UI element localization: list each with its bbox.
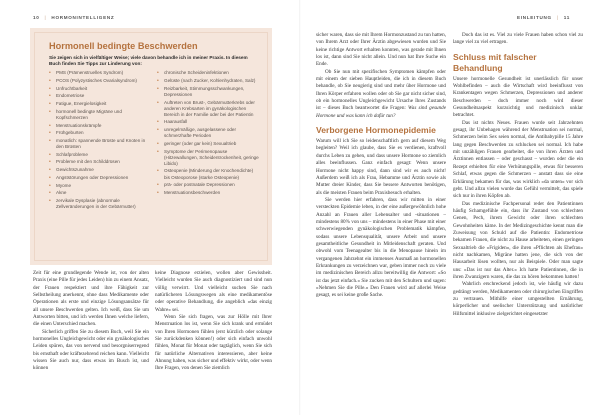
symptom-text: PCOS (Polyzystisches Ovarialsyndrom) xyxy=(56,78,137,84)
symptom-item xyxy=(157,141,259,147)
symptom-item xyxy=(49,93,151,99)
bullet-icon: • xyxy=(157,182,159,189)
symptom-column-left xyxy=(49,70,151,211)
symptom-text: Frühgeburten xyxy=(56,130,84,136)
symptom-column-right xyxy=(157,70,259,211)
paragraph: Sie werden hier erfahren, dass wir mitten in einer versteckten Epidemie leben, in der eine außergewöhnlich hohe Anzahl an Frauen aller Lebensalter und -situationen – mindestens 80% von uns – mindestens in einer Phase mit einer schwerwiegenden gynäkologischen Problematik kämpfen, sodass unsere Lebensqualität, unsere Arbeit und unsere gesamtheitliche Gesundheit in Mitleidenschaft geraten. Und obwohl vom Teenagealter bis in die Menopause hinein im vergangenen Jahrzehnt ein immenses Ausmaß an hormonellen Erkrankungen zu verzeichnen war, geben immer noch zu viele im medizinischen Bereich allzu bereitwillig die Antwort: »So ist das jetzt einfach.« Sie zucken mit den Schultern und sagen: »Nehmen Sie die Pille.« Den Frauen wird auf allerlei Weise gesagt, es sei keine große Sache. xyxy=(316,196,446,299)
symptom-item xyxy=(49,86,151,92)
body-column-2 xyxy=(155,270,272,373)
symptom-text: Osteopenie (Minderung der Knochendichte) bis Osteoporose (starke Osteopenie) xyxy=(164,168,254,180)
right-page xyxy=(300,0,600,415)
bullet-icon: • xyxy=(49,122,51,129)
bullet-icon: • xyxy=(157,127,159,134)
bullet-icon: • xyxy=(157,148,159,155)
symptom-text: unregelmäßige, ausgelassene oder schmerzhafte Perioden xyxy=(164,127,237,139)
symptom-item xyxy=(49,175,151,181)
bullet-icon: • xyxy=(157,99,159,106)
bullet-icon: • xyxy=(49,101,51,108)
body-column-4 xyxy=(453,32,583,318)
bullet-icon: • xyxy=(49,159,51,166)
bullet-icon: • xyxy=(49,108,51,115)
bullet-icon: • xyxy=(49,93,51,100)
symptom-item xyxy=(157,78,259,84)
symptom-item xyxy=(157,119,259,125)
symptom-item xyxy=(49,123,151,129)
symptom-item xyxy=(157,149,259,167)
bullet-icon: • xyxy=(49,174,51,181)
bullet-icon: • xyxy=(49,182,51,189)
symptom-text: monatlich: spannende Brüste und Knoten in den Brüsten xyxy=(56,138,146,150)
symptom-item xyxy=(49,183,151,189)
symptom-text: geringer (oder gar kein) Sexualtrieb xyxy=(164,140,237,146)
bullet-icon: • xyxy=(49,138,51,144)
symptom-text: Menstruationsbeschwerden xyxy=(164,189,221,195)
symptom-item xyxy=(157,190,259,196)
symptom-text: Myome xyxy=(56,182,72,188)
chapter-title: EINLEITUNG xyxy=(517,15,552,20)
page-number: 10 xyxy=(33,15,40,20)
symptom-text: Gewichtszunahme xyxy=(56,167,94,173)
body-column-3 xyxy=(316,32,446,300)
symptom-list-right xyxy=(157,70,259,196)
separator: | xyxy=(556,15,559,20)
symptom-item xyxy=(157,127,259,139)
bullet-icon: • xyxy=(49,130,51,137)
bullet-icon: • xyxy=(49,190,51,197)
symptom-text: Reizbarkeit, Stimmungsschwankungen, Depressionen xyxy=(164,85,245,97)
symptom-text: chronische Scheideninfektionen xyxy=(164,70,229,76)
info-box-inner xyxy=(34,32,268,261)
symptom-text: Symptome der Perimenopause (Hitzewallungen, Scheidentrockenheit, geringe Libido) xyxy=(164,148,259,166)
paragraph: Doch das ist es. Viel zu viele Frauen haben schon viel zu lange viel zu viel ertragen. xyxy=(453,32,583,46)
bullet-icon: • xyxy=(157,70,159,77)
symptom-columns xyxy=(49,70,259,211)
bullet-icon: • xyxy=(49,70,51,77)
symptom-text: prä- oder postnatale Depressionen xyxy=(164,182,235,188)
symptom-item xyxy=(49,190,151,196)
symptom-item xyxy=(49,109,151,121)
bullet-icon: • xyxy=(49,85,51,92)
paragraph: Sicherlich griffen Sie zu diesem Buch, weil Sie ein hormonelles Ungleichgewicht oder ein gynäkologisches Leiden spüren, das von nervend und besorgniserregend bis ernsthaft oder kräftezehrend reichen kann. Vielleicht wissen Sie auch nur, dass etwas im Busch ist, und können xyxy=(33,328,149,372)
symptom-item xyxy=(49,167,151,173)
symptom-item xyxy=(157,100,259,118)
symptom-text: Schlafprobleme xyxy=(56,151,88,157)
body-column-1 xyxy=(33,270,149,373)
running-head-left xyxy=(33,15,114,20)
symptom-text: Angststörungen oder Depressionen xyxy=(56,174,129,180)
symptom-text: Fatigue, Energielosigkeit xyxy=(56,101,107,107)
paragraph: keine Diagnose erzielen, wollen aber Gewissheit. Vielleicht wurden Sie auch diagnostiziert und sind nun völlig verwirrt. Und vielleicht suchen Sie nach natürlicheren Lösungswegen als eine medikamentöse oder operative Behandlung, die angeblich »das einzig Wahre« sei. xyxy=(155,270,272,313)
info-box xyxy=(30,28,272,265)
symptom-item xyxy=(49,101,151,107)
paragraph: Das ist nichts Neues. Frauen wurde seit Jahrzehnten gesagt, ihr Unbehagen während der Menstruation sei normal, Schmerzen beim Sex seien normal, die Antibabypille 15 Jahre lang gegen Beschwerden zu schlucken sei normal. Ich habe mit unzähligen Frauen gearbeitet, die von ihren Ärzten und Ärztinnen entlassen – oder geschasst – wurden oder die ein Rezept erhielten für eine Verhütungspille, etwas für besseren Schlaf, etwas gegen die Schmerzen – anstatt dass sie eine Erklärung bekamen für das, was wirklich »da unten« vor sich geht. Und allzu vielen wurde das Gefühl vermittelt, das spiele sich nur in ihren Köpfen ab. xyxy=(453,119,583,200)
info-box-intro: Sie zeigen sich in vielfältiger Weise; viele davon behandle ich in meiner Praxis. In diesem Buch finden Sie Tipps zur Linderung von: xyxy=(49,55,248,67)
symptom-text: Haarausfall xyxy=(164,119,188,125)
info-box-title: Hormonell bedingte Beschwerden xyxy=(49,41,198,51)
running-head-right xyxy=(517,15,570,20)
symptom-item xyxy=(49,70,151,76)
symptom-text: Probleme mit den Schilddrüsen xyxy=(56,159,120,165)
symptom-list-left xyxy=(49,70,151,210)
symptom-item xyxy=(49,198,151,210)
symptom-text: Gelüste (nach Zucker, Kohlenhydraten, Salz) xyxy=(164,78,256,84)
bullet-icon: • xyxy=(157,78,159,85)
symptom-item xyxy=(157,70,259,76)
paragraph-text: Ob Sie nun mit spezifischen Symptomen kämpfen oder mit einem der sieben Hauptleiden, die ich in diesem Buch behandle, ob Sie neugierig sind und mehr über Hormone und Ihren Körper erfahren wollen oder ob Sie gar nicht sicher sind, ob ein hormonelles Ungleichgewicht Ursache Ihres Zustands ist – dieses Buch beantwortet die Fragen: xyxy=(316,68,446,112)
symptom-item xyxy=(49,78,151,84)
bullet-icon: • xyxy=(157,85,159,92)
bullet-icon: • xyxy=(49,151,51,158)
section-heading: Verborgene Hormonepidemie xyxy=(316,125,436,136)
paragraph: sicher waren, dass sie mit Ihrem Hormonzustand zu tun hatten, von Ihrem Arzt oder Ihrer Ärztin abgewiesen wurden und Sie keine richtige Antwort erhalten konnten, was gerade mit Ihnen los ist, dann sind Sie nicht allein. Und nun hat Ihre Suche ein Ende. xyxy=(316,32,446,68)
symptom-item xyxy=(49,159,151,165)
section-heading: Schluss mit falscher Behandlung xyxy=(453,51,537,73)
paragraph: Zeit für eine grundlegende Wende ist, von der alten Praxis (eine Pille für jedes Leiden) hin zu einem Ansatz, der Frauen respektiert und ihre Fähigkeit zur Selbstheilung anerkennt, ohne dass Medikamente oder Operationen als erste und einzige Lösungsansätze für all unsere Beschwerden gelten. Ich weiß, dass Sie um Antworten bitten, und ich werden Ihnen welche liefern, die einen Unterschied machen. xyxy=(33,270,149,328)
symptom-text: Endometriose xyxy=(56,93,85,99)
symptom-text: zervikale Dysplasie (abnormale Zellveränderungen in der Gebärmutter) xyxy=(56,197,136,209)
paragraph: Warum will ich Sie so leidenschaftlich gern auf diesem Weg begleiten? Weil ich glaube, dass Sie es verdienen, kraftvoll durchs Leben zu gehen, und dass unsere Hormone so ziemlich alles beeinflussen. Ganz einfach gesagt: Wenn unsere Hormone nicht happy sind, dann sind wir es auch nicht! Außerdem weiß ich als Frau, Hebamme und Ärztin sowie als Mutter dreier Kinder, dass Sie bessere Antworten benötigen, als die meisten Frauen beim Praxisbesuch erhalten. xyxy=(316,138,446,196)
symptom-text: hormonell bedingte Migräne und Kopfschmerzen xyxy=(56,108,122,120)
bullet-icon: • xyxy=(157,140,159,147)
paragraph xyxy=(316,69,446,120)
symptom-item xyxy=(49,130,151,136)
paragraph: Das medizinische Fachpersonal redet den Patientinnen häufig Schamgefühle ein, dass ihr Zustand von schlechten Genen, Pech, ihrem Gewicht oder ihren schlechten Gewohnheiten käme. In der Medizingeschichte kennt man die Zuweisung von Schuld auf die Patientin: Endometriose bekamen Frauen, die nicht zu Hause arbeiteten, einen geringen Sexualtrieb die »Frigiden«, die ihren »Pflichten als Ehefrau« nicht nachkamen, Migräne hatten jene, die sich von der Hausarbeit lösen wollten, nur als Beispiele. Oder man sagte uns: »Das ist nur das Alter.« Ich hatte Patientinnen, die in ihren Zwanzigern waren, die das zu hören bekommen hatten! xyxy=(453,200,583,280)
paragraph: Wenn Sie sich fragen, was zur Hölle mit Ihrer Menstruation los ist, wenn Sie sich krank und ermüdet von Ihren Hormonen fühlen (erst kürzlich oder solange Sie zurückdenken können!) oder sich einfach unwohl fühlen, Monat für Monat oder tagtäglich, wenn Sie sich für natürliche Alternativen interessieren, aber keine Ahnung haben, was sicher und effektiv wirkt, oder wenn Ihre Fragen, von denen Sie ziemlich xyxy=(155,314,272,372)
symptom-text: PMS (Prämenstruelles Syndrom) xyxy=(56,70,124,76)
symptom-item xyxy=(49,138,151,150)
symptom-item xyxy=(157,182,259,188)
bullet-icon: • xyxy=(49,167,51,174)
symptom-text: Menstruationskrämpfe xyxy=(56,122,102,128)
symptom-text: Auftreten von Brust-, Gebärmutterkrebs oder anderen Krebsarten im gynäkologischen Bereich in der Familie oder bei der Patientin xyxy=(164,99,255,117)
symptom-item xyxy=(157,86,259,98)
italic-question: Was sind gesunde Hormone und was kann ich dafür tun? xyxy=(316,105,446,119)
bullet-icon: • xyxy=(49,197,51,204)
separator: | xyxy=(44,15,47,20)
chapter-title: HORMONINTELLIGENZ xyxy=(51,15,115,20)
symptom-text: Unfruchtbarkeit xyxy=(56,85,88,91)
symptom-text: Akne xyxy=(56,190,67,196)
paragraph: Unsere hormonelle Gesundheit ist unerlässlich für unser Wohlbefinden – auch die Wirtschaft wird beeinflusst von Krankentagen wegen Schmerzen, Depressionen und anderer Beschwerden – doch immer noch wird dieser Gesundheitsaspekt kurzsichtig und medizinisch unklar betrachtet. xyxy=(453,75,583,119)
bullet-icon: • xyxy=(49,78,51,85)
page-number: 11 xyxy=(563,15,570,20)
symptom-item xyxy=(157,168,259,180)
bullet-icon: • xyxy=(157,189,159,196)
bullet-icon: • xyxy=(157,119,159,126)
paragraph: Wahrlich erschreckend jedoch ist, wie häufig wir dazu gedrängt werden, Medikamenten oder chirurgischen Eingriffen zu vertrauen. Mithilfe einer umgestellten Ernährung, körperlicher und seelischer Unterstützung und natürlicher Hilfsmittel inklusive zielgerichtet eingesetzter xyxy=(453,281,583,317)
bullet-icon: • xyxy=(157,168,159,175)
symptom-item xyxy=(49,152,151,158)
